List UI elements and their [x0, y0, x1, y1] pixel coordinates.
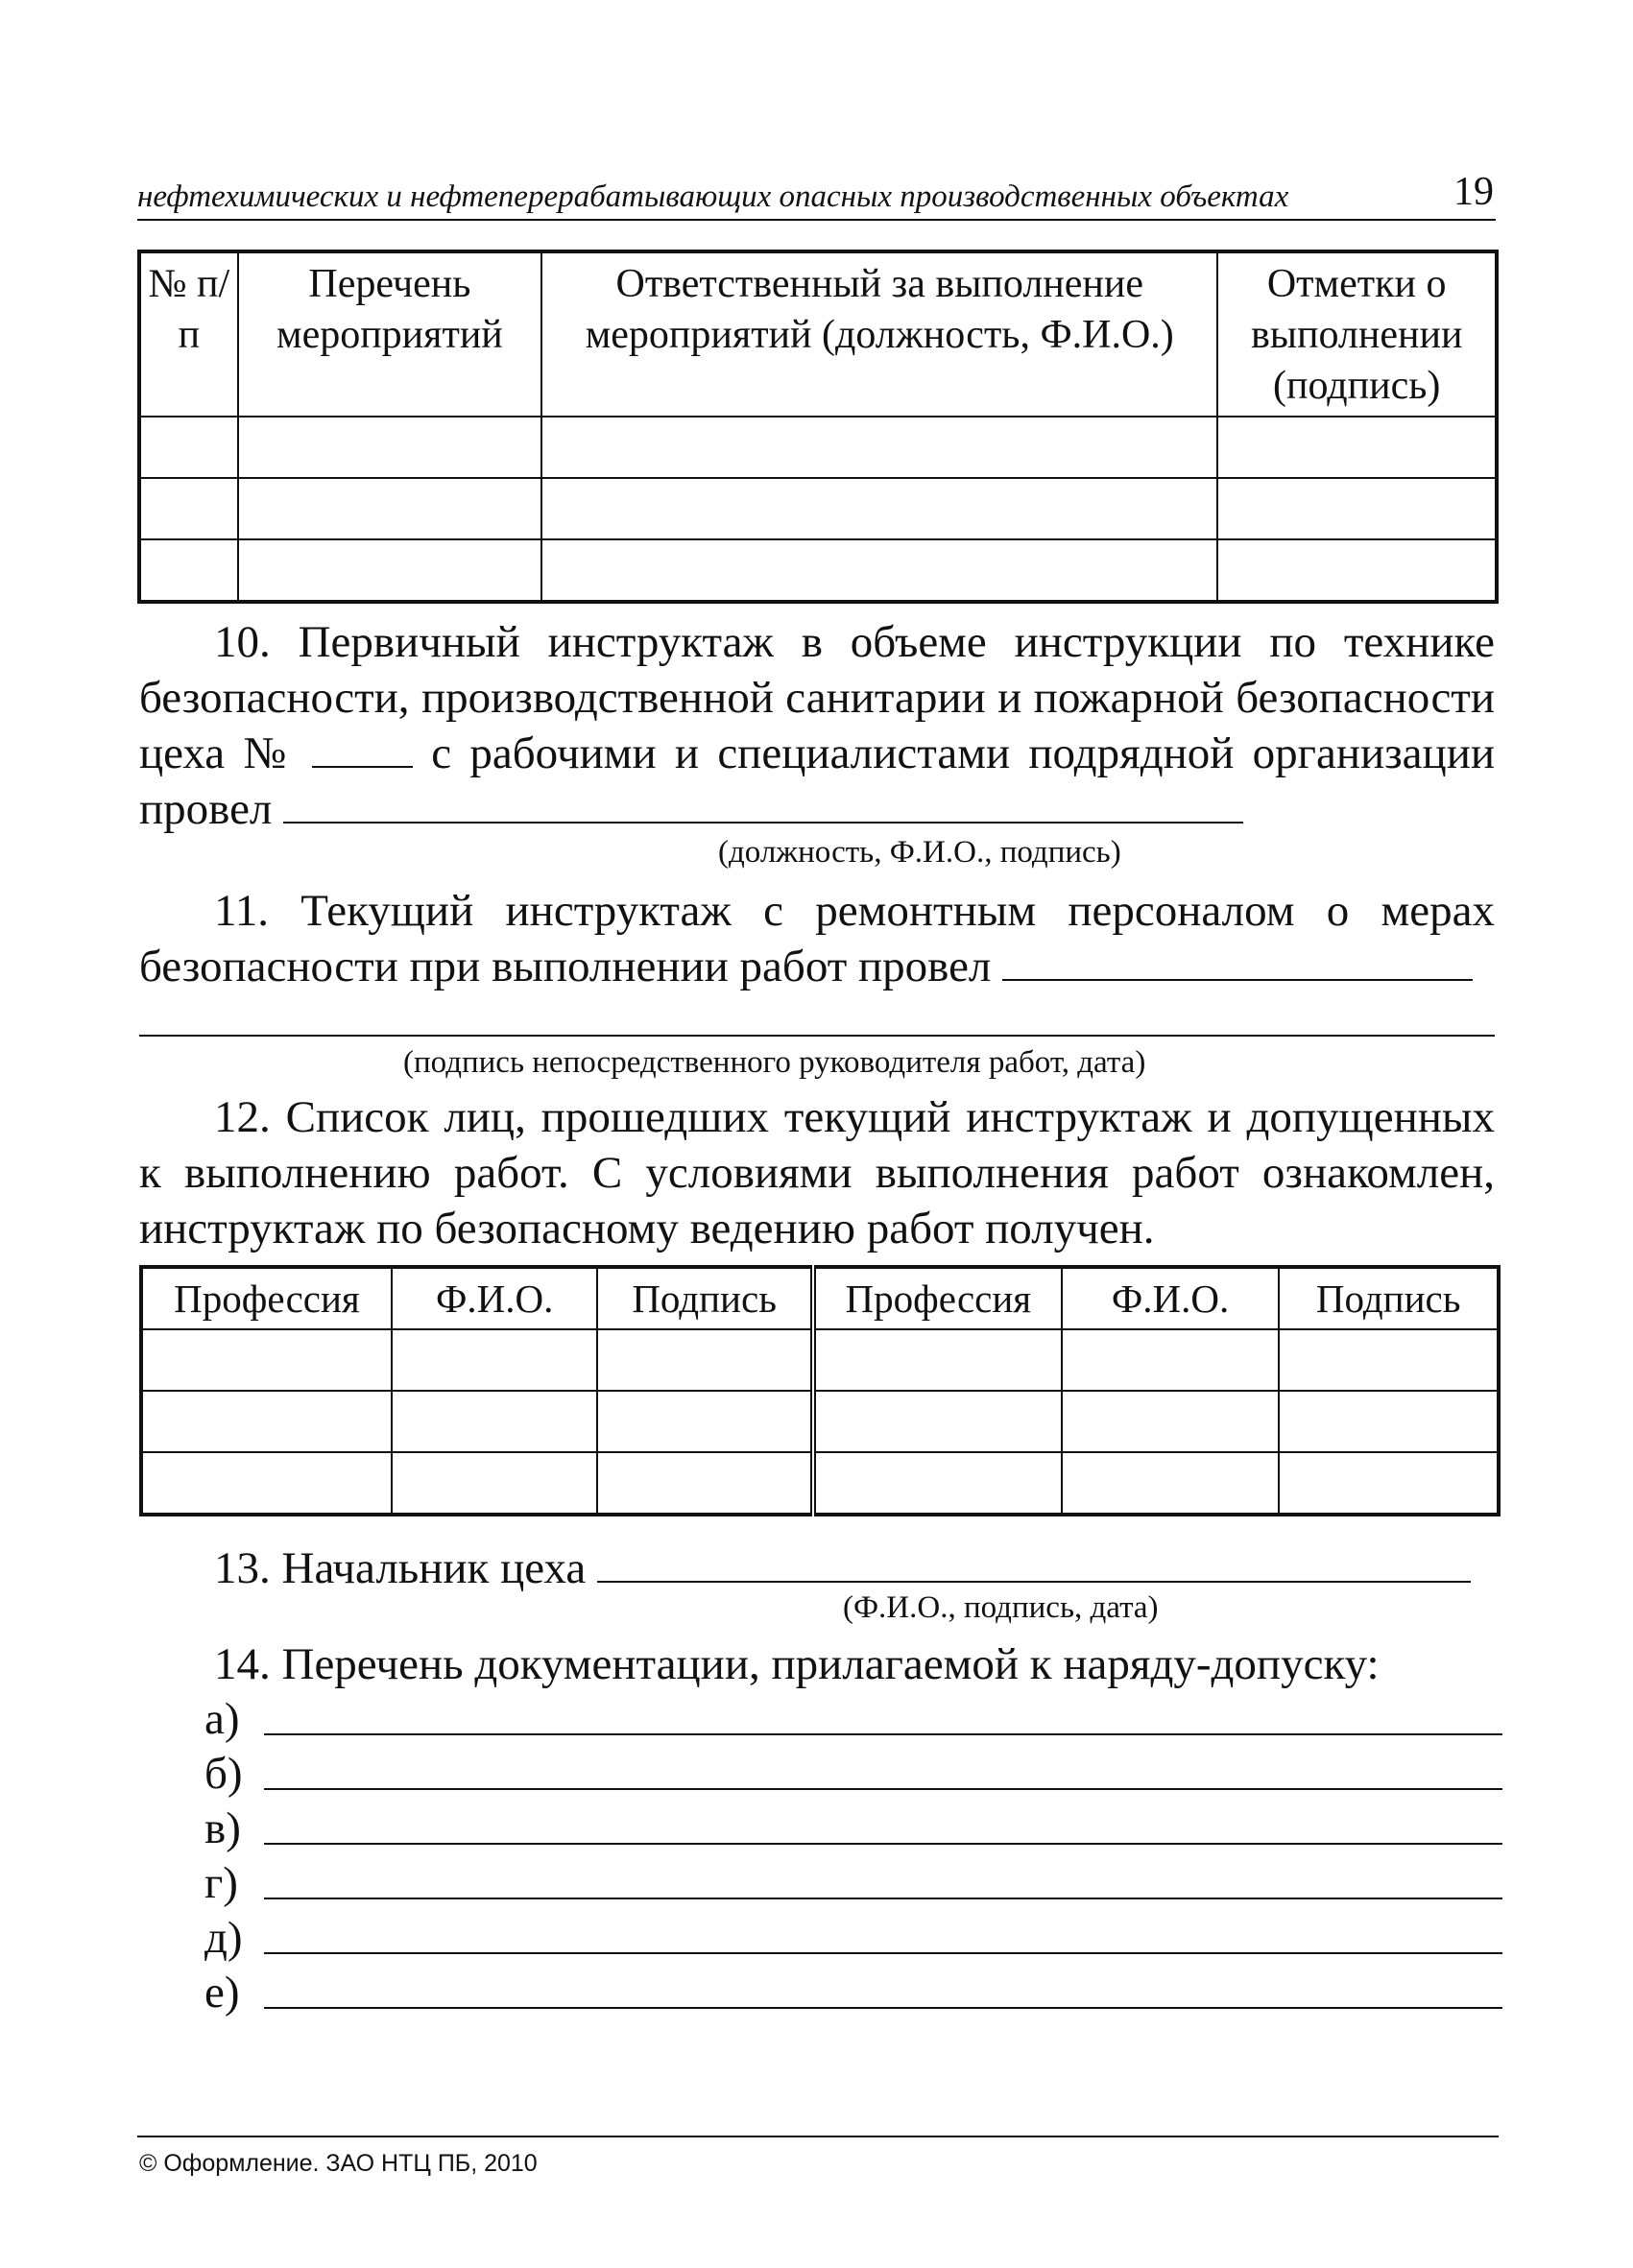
shop-number-field[interactable] [312, 765, 413, 768]
current-instructor-field-continuation[interactable] [139, 1035, 1495, 1037]
document-entry-field[interactable] [264, 1843, 1502, 1845]
column-header-completion-marks: Отметки о выполнении (подпись) [1217, 251, 1497, 417]
table-cell[interactable] [541, 539, 1217, 602]
page-number: 19 [1453, 170, 1494, 214]
table-cell[interactable] [1062, 1391, 1280, 1452]
list-letter: г) [204, 1858, 238, 1908]
list-letter: а) [204, 1694, 240, 1744]
table-cell[interactable] [392, 1391, 597, 1452]
table-cell[interactable] [141, 1391, 392, 1452]
document-list-item [204, 1859, 1502, 1907]
table-cell[interactable] [392, 1329, 597, 1391]
table-cell[interactable] [1279, 1329, 1499, 1391]
table-cell[interactable] [238, 539, 542, 602]
table-cell[interactable] [1217, 417, 1497, 478]
table-cell[interactable] [139, 478, 238, 539]
copyright-footer: © Оформление. ЗАО НТЦ ПБ, 2010 [139, 2150, 538, 2177]
item-11-text: 11. Текущий инструктаж с ремонтным персоналом о мерах безопасности при выполнении работ провел [139, 886, 1495, 991]
table-cell[interactable] [139, 417, 238, 478]
table-cell[interactable] [597, 1452, 813, 1515]
list-letter: б) [204, 1749, 243, 1799]
paragraph-item-12: 12. Список лиц, прошедших текущий инструктаж и допущенных к выполнению работ. С условиями выполнения работ ознакомлен, инструктаж по безопасному ведению работ получен. [139, 1092, 1495, 1253]
running-header [137, 161, 1496, 221]
item-13-text: 13. Начальник цеха [214, 1543, 587, 1593]
running-header-title: нефтехимических и нефтеперерабатывающих опасных производственных объектах [137, 179, 1289, 214]
table-row [141, 1452, 1499, 1515]
paragraph-item-13 [139, 1540, 1495, 1596]
column-header-signature: Подпись [597, 1267, 813, 1329]
column-header-profession: Профессия [141, 1267, 392, 1329]
table-row [139, 478, 1497, 539]
table-cell[interactable] [238, 478, 542, 539]
table-cell[interactable] [238, 417, 542, 478]
document-entry-field[interactable] [264, 1733, 1502, 1735]
table-cell[interactable] [1217, 478, 1497, 539]
list-letter: е) [204, 1968, 240, 2017]
table-cell[interactable] [1217, 539, 1497, 602]
table-cell[interactable] [139, 539, 238, 602]
item-10-text-b: с рабочими и специалистами подрядной организации провел [139, 728, 1496, 834]
footer-divider [137, 2136, 1499, 2137]
table-cell[interactable] [141, 1452, 392, 1515]
table-row [139, 417, 1497, 478]
item-11-caption: (подпись непосредственного руководителя работ, дата) [403, 1045, 1146, 1080]
measures-table-header [139, 251, 1497, 417]
column-header-number: № п/п [139, 251, 238, 417]
document-entry-field[interactable] [264, 1898, 1502, 1899]
table-cell[interactable] [1279, 1391, 1499, 1452]
list-letter: д) [204, 1913, 243, 1963]
table-cell[interactable] [392, 1452, 597, 1515]
table-cell[interactable] [597, 1391, 813, 1452]
table-cell[interactable] [813, 1391, 1062, 1452]
document-entry-field[interactable] [264, 1952, 1502, 1954]
document-entry-field[interactable] [264, 2007, 1502, 2009]
measures-table [137, 250, 1499, 604]
document-list-item [204, 1695, 1502, 1743]
item-13-caption: (Ф.И.О., подпись, дата) [843, 1590, 1159, 1625]
instructor-signature-field[interactable] [283, 821, 1243, 824]
column-header-signature: Подпись [1279, 1267, 1499, 1329]
column-header-responsible: Ответственный за выполнение мероприятий (должность, Ф.И.О.) [541, 251, 1217, 417]
table-cell[interactable] [813, 1329, 1062, 1391]
column-header-full-name: Ф.И.О. [1062, 1267, 1280, 1329]
table-cell[interactable] [1062, 1329, 1280, 1391]
document-entry-field[interactable] [264, 1788, 1502, 1790]
column-header-measures: Перечень мероприятий [238, 251, 542, 417]
table-cell[interactable] [141, 1329, 392, 1391]
table-cell[interactable] [541, 417, 1217, 478]
personnel-table [139, 1265, 1501, 1516]
personnel-table-header [141, 1267, 1499, 1329]
table-row [141, 1329, 1499, 1391]
document-list-item [204, 1914, 1502, 1962]
table-row [139, 539, 1497, 602]
document-list-item [204, 1969, 1502, 2017]
item-10-caption: (должность, Ф.И.О., подпись) [718, 835, 1121, 870]
table-cell[interactable] [1279, 1452, 1499, 1515]
document-list-item [204, 1804, 1502, 1852]
table-cell[interactable] [597, 1329, 813, 1391]
shop-head-signature-field[interactable] [597, 1580, 1471, 1583]
column-header-full-name: Ф.И.О. [392, 1267, 597, 1329]
paragraph-item-10 [139, 614, 1495, 837]
table-cell[interactable] [1062, 1452, 1280, 1515]
paragraph-item-11 [139, 883, 1495, 994]
column-header-profession: Профессия [813, 1267, 1062, 1329]
item-10-text-a: 10. Первичный инструктаж в объеме инструкции по технике безопасности, производственной санитарии и пожарной безопасности цеха № [139, 617, 1495, 778]
table-row [141, 1391, 1499, 1452]
table-cell[interactable] [813, 1452, 1062, 1515]
table-cell[interactable] [541, 478, 1217, 539]
list-letter: в) [204, 1803, 241, 1853]
document-list-item [204, 1750, 1502, 1798]
paragraph-item-14: 14. Перечень документации, прилагаемой к наряду-допуску: [214, 1639, 1380, 1689]
current-instructor-field[interactable] [1002, 978, 1473, 981]
